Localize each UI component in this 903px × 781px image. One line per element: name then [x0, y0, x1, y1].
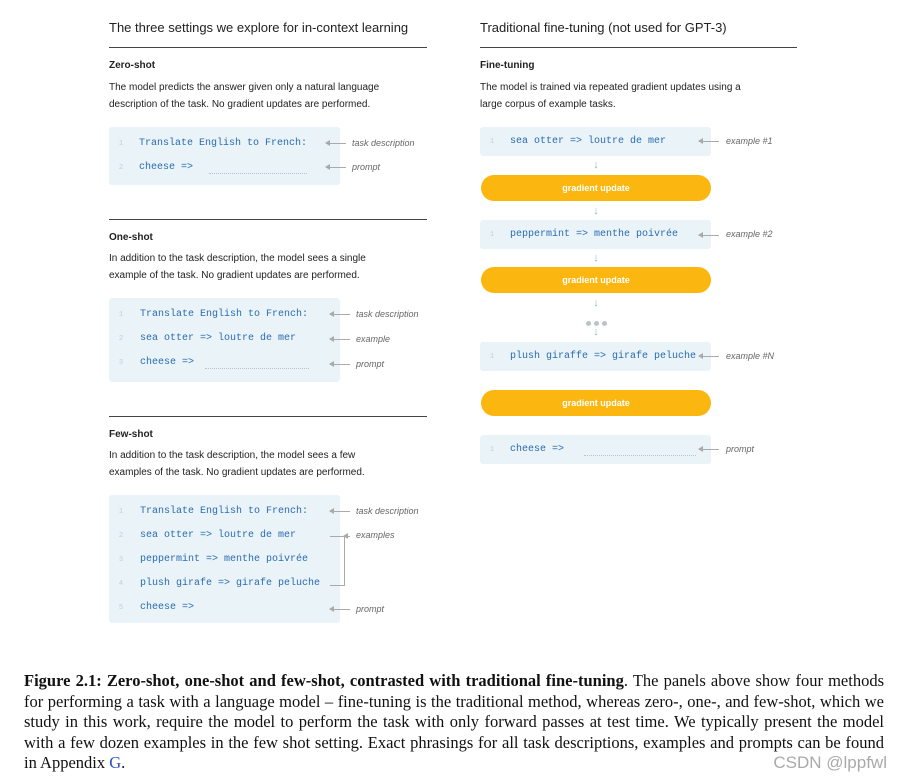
example-text: sea otter => loutre de mer: [510, 136, 667, 147]
annotation: example #N: [726, 351, 775, 361]
appendix-link[interactable]: G: [109, 753, 122, 772]
line-number: 1: [489, 138, 495, 146]
arrow-down-icon: ↓: [593, 297, 599, 309]
gradient-update-pill: gradient update: [481, 390, 711, 416]
annotation: task description: [356, 309, 419, 319]
few-shot-heading: Few-shot: [109, 429, 153, 440]
divider: [480, 47, 797, 48]
prompt-box: [480, 435, 711, 464]
divider: [109, 219, 427, 220]
zero-shot-code-box: [109, 127, 340, 185]
prompt-text: cheese =>: [140, 357, 195, 368]
divider: [109, 47, 427, 48]
divider: [109, 416, 427, 417]
gradient-update-pill: gradient update: [481, 175, 711, 201]
line-number: 1: [118, 140, 124, 148]
code-line: [109, 132, 340, 156]
arrow-left-icon: [330, 364, 350, 365]
line-number: 3: [118, 556, 124, 564]
line-number: 1: [118, 311, 124, 319]
answer-blank: [584, 455, 696, 456]
code-line: [109, 548, 340, 572]
example-text: sea otter => loutre de mer: [140, 333, 297, 344]
prompt-text: cheese =>: [140, 602, 195, 613]
line-number: 2: [118, 164, 124, 172]
annotation: example #1: [726, 136, 773, 146]
annotation: example: [356, 334, 391, 344]
answer-blank: [209, 173, 307, 174]
line-number: 4: [118, 580, 124, 588]
prompt-text: cheese =>: [139, 162, 194, 173]
annotation: prompt: [356, 359, 385, 369]
arrow-down-icon: ↓: [593, 326, 599, 338]
line-number: 3: [118, 359, 124, 367]
one-shot-heading: One-shot: [109, 232, 153, 243]
example-text: peppermint => menthe poivrée: [510, 229, 679, 240]
code-line: [109, 524, 340, 548]
example-text: sea otter => loutre de mer: [140, 530, 297, 541]
code-line: [109, 351, 340, 375]
right-panel-title: Traditional fine-tuning (not used for GPT-3): [480, 20, 727, 35]
code-line: [109, 572, 340, 596]
example-box: [480, 220, 711, 249]
caption-title: Figure 2.1: Zero-shot, one-shot and few-shot, contrasted with traditional fine-tuning: [24, 671, 624, 690]
example-text: plush girafe => girafe peluche: [140, 578, 321, 589]
line-number: 1: [489, 231, 495, 239]
answer-blank: [205, 368, 309, 369]
arrow-left-icon: [699, 356, 719, 357]
arrow-left-icon: [344, 536, 350, 537]
caption-text: . The panels above show four methods for performing a task with a language model – fine-tuning is the traditional method, whereas zero-, one-, and few-shot, which we study in this work, require the model to perform the task with only forward passes at test time. We typically present the model with a few dozen examples in the few shot setting. Exact phrasings for all task descriptions, examples and prompts can be found in Appendix: [24, 671, 884, 772]
annotation: prompt: [356, 604, 385, 614]
examples-bracket: [330, 536, 345, 586]
example-box: [480, 127, 711, 156]
annotation: prompt: [726, 444, 755, 454]
fine-tuning-heading: Fine-tuning: [480, 60, 535, 71]
annotation: prompt: [352, 162, 381, 172]
task-description-text: Translate English to French:: [139, 138, 308, 149]
arrow-left-icon: [699, 141, 719, 142]
code-line: [109, 327, 340, 351]
figure-caption: [24, 671, 884, 774]
line-number: 5: [118, 604, 124, 612]
few-shot-code-box: [109, 495, 340, 623]
annotation: task description: [356, 506, 419, 516]
example-text: peppermint => menthe poivrée: [140, 554, 309, 565]
prompt-text: cheese =>: [510, 444, 565, 455]
line-number: 2: [118, 335, 124, 343]
watermark: CSDN @lppfwl: [773, 753, 887, 772]
arrow-down-icon: ↓: [593, 159, 599, 171]
fine-tuning-description: The model is trained via repeated gradient updates using a large corpus of example tasks.: [480, 82, 741, 110]
few-shot-description: In addition to the task description, the model sees a few examples of the task. No gradient updates are performed.: [109, 450, 365, 478]
arrow-left-icon: [330, 511, 350, 512]
arrow-left-icon: [699, 449, 719, 450]
left-panel-title: The three settings we explore for in-context learning: [109, 20, 409, 35]
line-number: 1: [489, 353, 495, 361]
one-shot-description: In addition to the task description, the model sees a single example of the task. No gradient updates are performed.: [109, 253, 366, 281]
zero-shot-heading: Zero-shot: [109, 60, 156, 71]
line-number: 1: [118, 508, 124, 516]
arrow-left-icon: [326, 143, 346, 144]
zero-shot-description: The model predicts the answer given only a natural language description of the task. No gradient updates are performed.: [109, 82, 380, 110]
annotation: examples: [356, 530, 395, 540]
task-description-text: Translate English to French:: [140, 309, 309, 320]
code-line: [109, 500, 340, 524]
arrow-down-icon: ↓: [593, 205, 599, 217]
gradient-update-pill: gradient update: [481, 267, 711, 293]
code-line: [109, 596, 340, 620]
code-line: [109, 156, 340, 180]
line-number: 2: [118, 532, 124, 540]
example-box: [480, 342, 711, 371]
caption-end: .: [121, 753, 126, 772]
arrow-down-icon: ↓: [593, 252, 599, 264]
arrow-left-icon: [326, 167, 346, 168]
arrow-left-icon: [330, 314, 350, 315]
arrow-left-icon: [699, 235, 719, 236]
one-shot-code-box: [109, 298, 340, 382]
task-description-text: Translate English to French:: [140, 506, 309, 517]
line-number: 1: [489, 446, 495, 454]
example-text: plush giraffe => girafe peluche: [510, 351, 697, 362]
code-line: [109, 303, 340, 327]
annotation: task description: [352, 138, 415, 148]
annotation: example #2: [726, 229, 773, 239]
arrow-left-icon: [330, 609, 350, 610]
arrow-left-icon: [330, 339, 350, 340]
